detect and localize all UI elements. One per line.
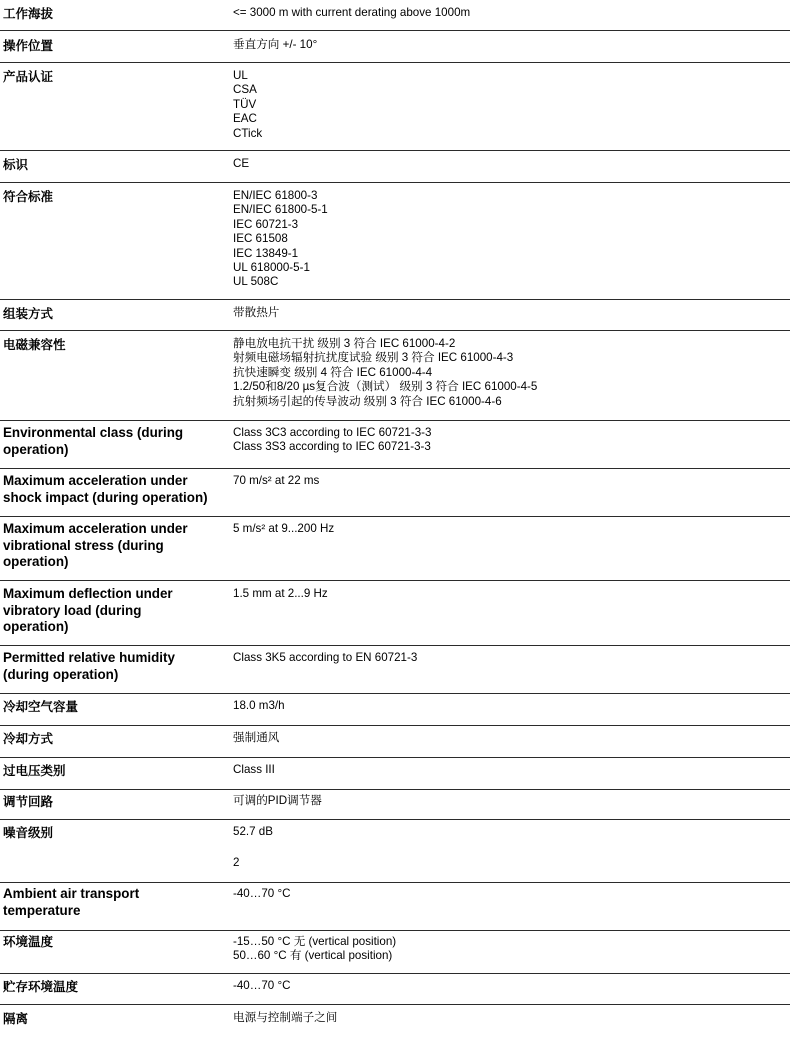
spec-label: 贮存环境温度 (3, 980, 79, 994)
spec-label: 工作海拔 (3, 7, 54, 21)
spec-value (233, 38, 783, 52)
row-divider (0, 1004, 790, 1005)
spec-label-line: vibrational stress (during (3, 537, 164, 553)
spec-value (233, 731, 783, 745)
spec-value (233, 426, 783, 455)
spec-value-line: EAC (233, 112, 257, 126)
row-divider (0, 789, 790, 790)
spec-value (233, 474, 783, 488)
spec-label: 冷却空气容量 (3, 700, 79, 714)
spec-value-line: 电源与控制端子之间 (233, 1011, 338, 1024)
row-divider (0, 973, 790, 974)
row-divider (0, 468, 790, 469)
spec-value-line: CSA (233, 83, 257, 97)
spec-value-line: 强制通风 (233, 731, 280, 744)
spec-value-line: Class III (233, 763, 275, 776)
spec-label-line: (during operation) (3, 666, 119, 682)
spec-row-isolation (0, 1004, 790, 1037)
spec-value (233, 887, 783, 901)
spec-row-transport-temperature (0, 882, 790, 930)
spec-value (233, 522, 783, 536)
spec-value (233, 935, 783, 964)
spec-label-line: Permitted relative humidity (3, 650, 175, 665)
row-divider (0, 580, 790, 581)
spec-value-line: Class 3C3 according to IEC 60721-3-3 (233, 426, 432, 439)
row-divider (0, 819, 790, 820)
spec-label: 噪音级别 (3, 826, 54, 840)
spec-label (3, 650, 223, 683)
spec-value-line: 1.2/50和8/20 µs复合波（测试） 级别 3 符合 IEC 61000-4-5 (233, 380, 538, 394)
spec-value-line: IEC 60721-3 (233, 217, 299, 231)
spec-value-line: 带散热片 (233, 306, 280, 319)
spec-value (233, 306, 783, 320)
spec-value-line: 18.0 m3/h (233, 699, 285, 712)
spec-row-environmental-class (0, 420, 790, 468)
spec-value-line: 2 (233, 856, 240, 870)
spec-label (3, 886, 223, 919)
spec-value (233, 587, 783, 601)
spec-value-line: -40…70 °C (233, 887, 291, 900)
spec-row-operating-position (0, 30, 790, 62)
row-divider (0, 725, 790, 726)
spec-value-line: 1.5 mm at 2...9 Hz (233, 587, 328, 600)
spec-value-line: Class 3K5 according to EN 60721-3 (233, 651, 418, 664)
row-divider (0, 882, 790, 883)
spec-row-cooling-method (0, 725, 790, 757)
row-divider (0, 150, 790, 151)
spec-label: 组装方式 (3, 307, 54, 321)
row-divider (0, 30, 790, 31)
spec-label-line: shock impact (during operation) (3, 489, 208, 505)
spec-row-standards (0, 182, 790, 299)
spec-row-storage-temperature (0, 973, 790, 1004)
row-divider (0, 299, 790, 300)
spec-value (233, 157, 783, 171)
spec-value (233, 1011, 783, 1025)
spec-label: 环境温度 (3, 935, 54, 949)
spec-value-line: EN/IEC 61800-3 (233, 189, 318, 202)
spec-label: 过电压类别 (3, 764, 66, 778)
spec-value (233, 651, 783, 665)
spec-row-deflection (0, 580, 790, 645)
spec-value-line: Class 3S3 according to IEC 60721-3-3 (233, 440, 431, 454)
spec-label (3, 521, 223, 571)
spec-value-line: -40…70 °C (233, 979, 291, 992)
spec-label (3, 586, 223, 636)
spec-value-line: 52.7 dB (233, 825, 273, 838)
spec-label-line: Maximum acceleration under (3, 521, 188, 536)
spec-label-line: Maximum acceleration under (3, 473, 188, 488)
spec-label-line: vibratory load (during (3, 602, 142, 618)
spec-value (233, 189, 783, 290)
spec-label: 标识 (3, 158, 29, 172)
spec-value-line: EN/IEC 61800-5-1 (233, 203, 328, 217)
row-divider (0, 757, 790, 758)
spec-label (3, 473, 223, 506)
spec-value-line: 垂直方向 +/- 10° (233, 38, 318, 51)
spec-row-marking (0, 150, 790, 182)
spec-value (233, 69, 783, 141)
spec-value-line: 静电放电抗干扰 级别 3 符合 IEC 61000-4-2 (233, 337, 456, 350)
spec-value (233, 6, 783, 20)
spec-label: 调节回路 (3, 795, 54, 809)
spec-value-line: 5 m/s² at 9...200 Hz (233, 522, 335, 535)
spec-row-overvoltage (0, 757, 790, 789)
spec-value-line: 抗射频场引起的传导波动 级别 3 符合 IEC 61000-4-6 (233, 394, 502, 408)
spec-value-line: UL (233, 69, 248, 82)
spec-label: 产品认证 (3, 70, 54, 84)
spec-value-line: CE (233, 157, 250, 170)
spec-row-mounting (0, 299, 790, 330)
row-divider (0, 693, 790, 694)
spec-value-line: IEC 61508 (233, 232, 288, 246)
spec-value-line: 50…60 °C 有 (vertical position) (233, 949, 393, 963)
spec-value-line: IEC 13849-1 (233, 246, 299, 260)
spec-row-noise (0, 819, 790, 882)
spec-value (233, 979, 783, 993)
row-divider (0, 516, 790, 517)
spec-row-altitude (0, 0, 790, 30)
spec-label: 操作位置 (3, 39, 54, 53)
row-divider (0, 330, 790, 331)
spec-row-ambient-temperature (0, 930, 790, 973)
spec-label-line: operation) (3, 619, 69, 634)
spec-label-line: operation) (3, 441, 69, 457)
spec-label: 电磁兼容性 (3, 338, 66, 352)
spec-label (3, 425, 223, 458)
spec-label: 冷却方式 (3, 732, 54, 746)
spec-value-line: 抗快速瞬变 级别 4 符合 IEC 61000-4-4 (233, 365, 433, 379)
spec-row-emc (0, 330, 790, 420)
spec-label-line: operation) (3, 554, 69, 569)
spec-label-line: Environmental class (during (3, 425, 184, 440)
spec-row-control-loop (0, 789, 790, 819)
spec-label: 符合标准 (3, 190, 54, 204)
spec-value-line: -15…50 °C 无 (vertical position) (233, 935, 397, 948)
spec-value (233, 794, 783, 808)
spec-row-cooling-air (0, 693, 790, 725)
spec-value (233, 699, 783, 713)
spec-label: 隔离 (3, 1012, 29, 1026)
spec-row-humidity (0, 645, 790, 693)
row-divider (0, 645, 790, 646)
spec-value-line: <= 3000 m with current derating above 1000m (233, 6, 471, 19)
spec-row-vibration-acceleration (0, 516, 790, 580)
spec-value-line: 70 m/s² at 22 ms (233, 474, 320, 487)
spec-row-certification (0, 62, 790, 150)
spec-label-line: Ambient air transport (3, 886, 140, 901)
spec-value-line: UL 618000-5-1 (233, 261, 310, 275)
spec-label-line: temperature (3, 902, 81, 918)
spec-value-line: UL 508C (233, 275, 279, 289)
spec-value-line: 可调的PID调节器 (233, 794, 322, 807)
spec-label-line: Maximum deflection under (3, 586, 173, 601)
row-divider (0, 62, 790, 63)
spec-value-line: 射频电磁场辐射抗扰度试验 级别 3 符合 IEC 61000-4-3 (233, 351, 514, 365)
spec-value-line: CTick (233, 126, 263, 140)
row-divider (0, 182, 790, 183)
spec-value (233, 825, 783, 871)
row-divider (0, 930, 790, 931)
spec-value-line: TÜV (233, 97, 257, 111)
spec-value (233, 337, 783, 409)
spec-row-shock-acceleration (0, 468, 790, 516)
spec-value (233, 763, 783, 777)
row-divider (0, 420, 790, 421)
